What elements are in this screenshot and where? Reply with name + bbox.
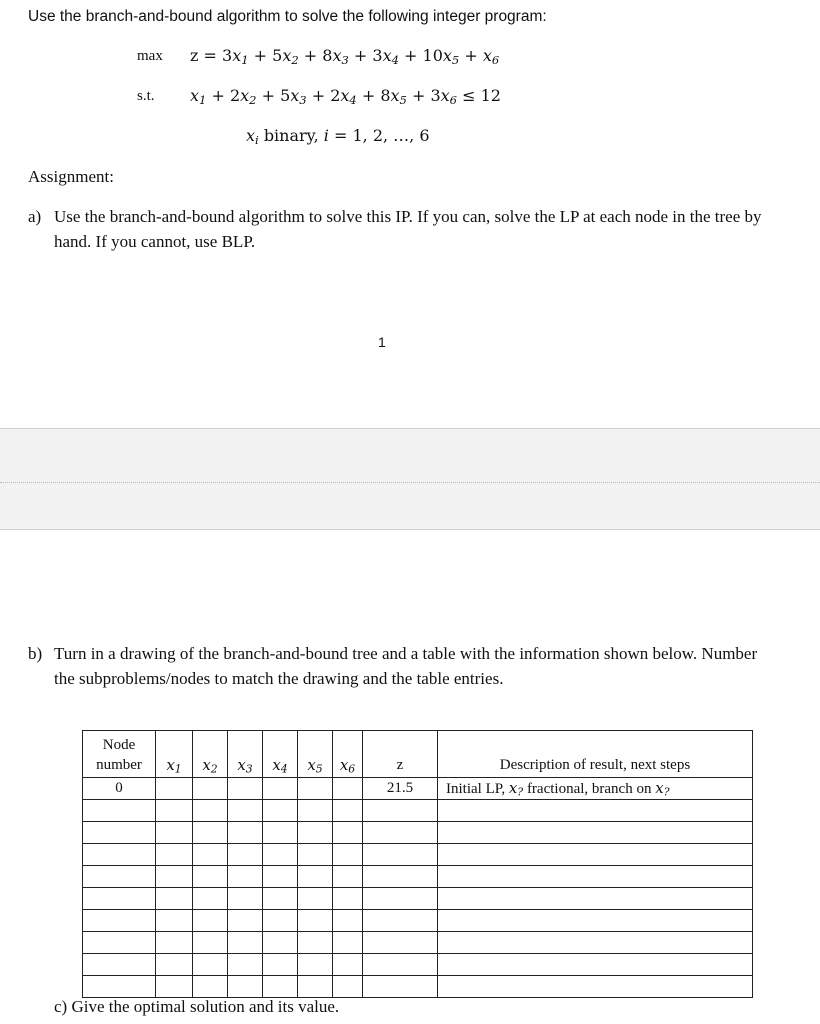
table-cell bbox=[156, 866, 193, 888]
cell-x2 bbox=[193, 778, 228, 800]
objective-term: $8x_3$ bbox=[322, 46, 349, 67]
table-cell bbox=[193, 932, 228, 954]
table-cell bbox=[363, 976, 438, 998]
question-a bbox=[28, 204, 768, 254]
table-cell bbox=[193, 954, 228, 976]
table-cell bbox=[263, 866, 298, 888]
table-cell bbox=[263, 932, 298, 954]
table-cell bbox=[156, 822, 193, 844]
table-cell bbox=[263, 954, 298, 976]
table-cell bbox=[263, 888, 298, 910]
table-cell bbox=[298, 866, 333, 888]
header-node-number: Node number bbox=[83, 731, 156, 778]
table-cell bbox=[228, 800, 263, 822]
table-cell bbox=[263, 800, 298, 822]
constraint-term: $2x_4$ bbox=[330, 86, 357, 107]
table-cell bbox=[333, 954, 363, 976]
table-cell bbox=[333, 888, 363, 910]
constraint-term: $x_1$ bbox=[190, 86, 207, 107]
objective-term: $10x_5$ bbox=[422, 46, 460, 67]
constraint-term: $5x_3$ bbox=[280, 86, 307, 107]
cell-x5 bbox=[298, 778, 333, 800]
table-cell bbox=[438, 910, 753, 932]
table-cell bbox=[83, 822, 156, 844]
table-cell bbox=[83, 844, 156, 866]
constraint-relation: ≤ bbox=[462, 86, 476, 105]
header-x4: $x_4$ bbox=[263, 731, 298, 778]
table-cell bbox=[363, 910, 438, 932]
header-x1: $x_1$ bbox=[156, 731, 193, 778]
question-b bbox=[28, 641, 768, 691]
binary-var: x bbox=[246, 126, 256, 145]
table-row bbox=[83, 844, 753, 866]
table-row bbox=[83, 866, 753, 888]
constraint-rhs: 12 bbox=[480, 86, 501, 105]
cell-z: 21.5 bbox=[363, 778, 438, 800]
table-cell bbox=[193, 888, 228, 910]
table-cell bbox=[363, 954, 438, 976]
table-cell bbox=[156, 954, 193, 976]
table-cell bbox=[263, 844, 298, 866]
objective-term: $3x_4$ bbox=[372, 46, 399, 67]
table-cell bbox=[438, 844, 753, 866]
table-cell bbox=[298, 954, 333, 976]
constraint-term: $2x_2$ bbox=[229, 86, 257, 107]
table-cell bbox=[438, 822, 753, 844]
table-cell bbox=[438, 954, 753, 976]
objective-function: $z = 3x_1 + 5x_2 + 8x_3 + 3x_4 + 10x_5 + x_6$ bbox=[190, 46, 500, 67]
table-cell bbox=[228, 932, 263, 954]
question-c-label: c) bbox=[54, 997, 68, 1016]
table-cell bbox=[263, 822, 298, 844]
binary-range: = 1, 2, …, 6 bbox=[333, 126, 430, 145]
table-cell bbox=[228, 866, 263, 888]
header-x2: $x_2$ bbox=[193, 731, 228, 778]
table-cell bbox=[83, 888, 156, 910]
objective-lhs: z bbox=[190, 46, 199, 65]
table-cell bbox=[298, 932, 333, 954]
objective-term: $5x_2$ bbox=[272, 46, 299, 67]
table-cell bbox=[228, 822, 263, 844]
header-description: Description of result, next steps bbox=[438, 731, 753, 778]
table-cell bbox=[156, 800, 193, 822]
table-row bbox=[83, 932, 753, 954]
assignment-label: Assignment: bbox=[28, 167, 114, 186]
objective-term: $x_6$ bbox=[482, 46, 500, 67]
intro-text: Use the branch-and-bound algorithm to solve the following integer program: bbox=[28, 8, 547, 25]
table-cell bbox=[363, 888, 438, 910]
table-cell bbox=[193, 910, 228, 932]
cell-x4 bbox=[263, 778, 298, 800]
table-cell bbox=[156, 932, 193, 954]
header-x5: $x_5$ bbox=[298, 731, 333, 778]
table-cell bbox=[193, 866, 228, 888]
header-z: z bbox=[363, 731, 438, 778]
table-cell bbox=[228, 844, 263, 866]
table-cell bbox=[438, 800, 753, 822]
table-cell bbox=[156, 888, 193, 910]
table-cell bbox=[333, 932, 363, 954]
cell-x3 bbox=[228, 778, 263, 800]
header-x3: $x_3$ bbox=[228, 731, 263, 778]
table-cell bbox=[333, 844, 363, 866]
table-row bbox=[83, 888, 753, 910]
binary-word: binary bbox=[263, 126, 314, 145]
table-cell bbox=[228, 910, 263, 932]
table-cell bbox=[193, 800, 228, 822]
question-c-text: Give the optimal solution and its value. bbox=[71, 997, 340, 1016]
binary-constraint: $x_i$ binary, i = 1, 2, …, 6 bbox=[246, 126, 430, 147]
binary-index: i bbox=[323, 126, 329, 145]
table-cell bbox=[333, 866, 363, 888]
page-break bbox=[0, 428, 820, 530]
table-cell bbox=[363, 800, 438, 822]
question-b-label: b) bbox=[28, 644, 43, 663]
table-cell bbox=[363, 844, 438, 866]
cell-description: Initial LP, $x_?$ fractional, branch on $x_?$ bbox=[438, 778, 753, 800]
cell-x6 bbox=[333, 778, 363, 800]
table-cell bbox=[83, 932, 156, 954]
objective-term: $3x_1$ bbox=[222, 46, 249, 67]
table-cell bbox=[298, 800, 333, 822]
table-cell bbox=[83, 954, 156, 976]
table-cell bbox=[438, 976, 753, 998]
table-row bbox=[83, 954, 753, 976]
constraint-term: $8x_5$ bbox=[380, 86, 407, 107]
table-cell bbox=[438, 932, 753, 954]
table-cell bbox=[363, 932, 438, 954]
table-row bbox=[83, 910, 753, 932]
cell-node: 0 bbox=[83, 778, 156, 800]
constraint: $x_1 + 2x_2 + 5x_3 + 2x_4 + 8x_5 + 3x_6 \le 12$ bbox=[190, 86, 501, 107]
table-cell bbox=[363, 822, 438, 844]
table-cell bbox=[438, 866, 753, 888]
table-cell bbox=[438, 888, 753, 910]
table-cell bbox=[298, 822, 333, 844]
header-x6: $x_6$ bbox=[333, 731, 363, 778]
table-cell bbox=[333, 910, 363, 932]
table-cell bbox=[83, 910, 156, 932]
table-cell bbox=[363, 866, 438, 888]
table-cell bbox=[156, 844, 193, 866]
page-number: 1 bbox=[378, 334, 386, 350]
table-header-row bbox=[83, 731, 753, 778]
table-cell bbox=[83, 800, 156, 822]
question-a-text: Use the branch-and-bound algorithm to solve this IP. If you can, solve the LP at each node in the tree by hand. If you cannot, use BLP. bbox=[54, 207, 762, 251]
table-cell bbox=[333, 822, 363, 844]
table-cell bbox=[298, 844, 333, 866]
table-row bbox=[83, 800, 753, 822]
table-cell bbox=[228, 888, 263, 910]
max-label: max bbox=[137, 48, 163, 64]
table-cell bbox=[333, 800, 363, 822]
table-row bbox=[83, 778, 753, 800]
table-row bbox=[83, 822, 753, 844]
cell-x1 bbox=[156, 778, 193, 800]
table-cell bbox=[193, 822, 228, 844]
question-c bbox=[54, 994, 339, 1019]
table-cell bbox=[83, 866, 156, 888]
table-cell bbox=[298, 888, 333, 910]
node-table bbox=[82, 730, 753, 998]
question-b-text: Turn in a drawing of the branch-and-bound tree and a table with the information shown below. Number the subproblems/nodes to match the drawing and the table entries. bbox=[54, 644, 758, 688]
question-a-label: a) bbox=[28, 207, 42, 226]
table-cell bbox=[298, 910, 333, 932]
table-cell bbox=[193, 844, 228, 866]
st-label: s.t. bbox=[137, 88, 155, 104]
table-cell bbox=[263, 910, 298, 932]
constraint-term: $3x_6$ bbox=[430, 86, 457, 107]
table-cell bbox=[156, 910, 193, 932]
table-cell bbox=[228, 954, 263, 976]
